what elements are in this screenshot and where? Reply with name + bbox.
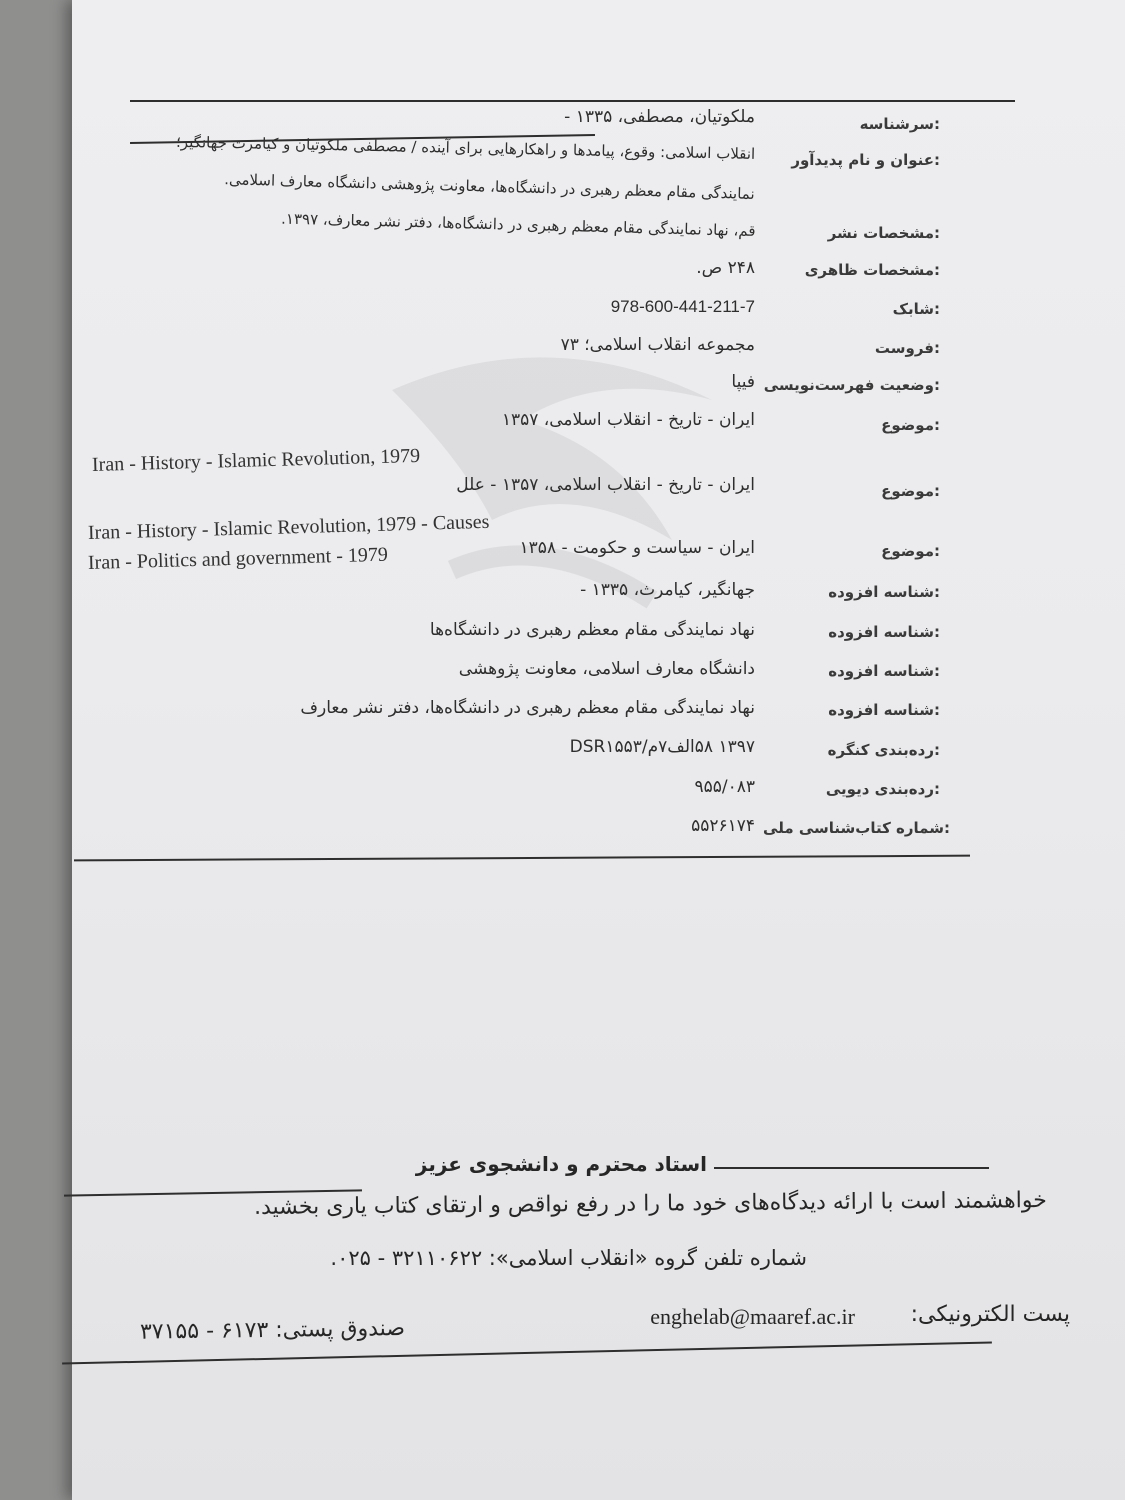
catalog-label: شناسه افزوده: <box>828 662 940 680</box>
subject-english: Iran - History - Islamic Revolution, 1979 <box>91 444 421 476</box>
catalog-value: نهاد نمایندگی مقام معظم رهبری در دانشگاه‌ها، دفتر نشر معارف <box>300 698 755 718</box>
catalog-value: ایران - تاریخ - انقلاب اسلامی، ۱۳۵۷ - علل <box>456 475 755 495</box>
notice-heading: استاد محترم و دانشجوی عزیز <box>415 1152 707 1176</box>
catalog-value: جهانگیر، کیامرث، ۱۳۳۵ - <box>580 580 755 600</box>
catalog-label: موضوع: <box>881 482 940 500</box>
catalog-row-lc-class <box>72 737 940 777</box>
catalog-row-added-entry <box>72 620 940 660</box>
notice-phone: شماره تلفن گروه «انقلاب اسلامی»: ۳۲۱۱۰۶۲۲ - ۰۲۵. <box>330 1246 807 1270</box>
isbn-value: 978-600-441-211-7 <box>610 297 755 316</box>
catalog-row-added-entry <box>72 659 940 699</box>
catalog-row-series <box>72 335 940 375</box>
catalog-row-publication <box>72 209 940 262</box>
notice-bottom-rule <box>62 1341 992 1364</box>
catalog-value: فیپا <box>731 372 755 392</box>
catalog-value: قم، نهاد نمایندگی مقام معظم رهبری در دانشگاه‌ها، دفتر نشر معارف، ۱۳۹۷. <box>280 209 756 240</box>
notice-line-1: خواهشمند است با ارائه دیدگاه‌های خود ما را در رفع نواقص و ارتقای کتاب یاری بخشید. <box>254 1188 1048 1220</box>
catalog-value: ۹۵۵/۰۸۳ <box>694 777 755 797</box>
catalog-label: شناسه افزوده: <box>828 583 940 601</box>
catalog-row-status <box>72 372 940 412</box>
catalog-label: فروست: <box>874 339 940 357</box>
catalog-row-national-number <box>72 816 950 856</box>
top-rule <box>130 100 1015 102</box>
catalog-row-title <box>72 132 940 225</box>
catalog-value: مجموعه انقلاب اسلامی؛ ۷۳ <box>560 335 755 355</box>
catalog-label: عنوان و نام پدیدآور: <box>791 151 940 169</box>
po-box: صندوق پستی: ۶۱۷۳ - ۳۷۱۵۵ <box>139 1316 406 1345</box>
catalog-label: مشخصات ظاهری: <box>804 261 940 279</box>
catalog-label: شابک: <box>892 300 940 318</box>
subject-english: Iran - Politics and government - 1979 <box>87 543 389 574</box>
catalog-label: شماره کتاب‌شناسی ملی: <box>763 819 950 837</box>
catalog-row-subject <box>72 410 940 480</box>
catalog-label: رده‌بندی کنگره: <box>827 741 940 759</box>
catalog-row-subject <box>72 538 940 578</box>
catalog-value: ایران - سیاست و حکومت - ۱۳۵۸ <box>519 538 755 558</box>
catalog-row-added-entry <box>72 698 940 738</box>
catalog-label: سرشناسه: <box>859 115 940 133</box>
catalog-row-subject <box>72 475 940 545</box>
catalog-value: ۲۴۸ ص. <box>696 258 755 278</box>
catalog-value: انقلاب اسلامی: وقوع، پیامدها و راهکارهایی برای آینده / مصطفی ملکوتیان و کیامرث جهانگیر؛ <box>175 132 756 163</box>
subject-english: Iran - History - Islamic Revolution, 1979 - Causes <box>87 510 490 544</box>
catalog-label: مشخصات نشر: <box>827 224 940 242</box>
catalog-value: ۱۳۹۷ ۵۸الف۷م/DSR۱۵۵۳ <box>569 737 755 757</box>
catalog-row-physical <box>72 258 940 298</box>
notice-heading-rule-right <box>714 1167 989 1169</box>
email-label: پست الکترونیکی: <box>910 1302 1070 1327</box>
catalog-row-isbn <box>72 297 940 337</box>
catalog-label: شناسه افزوده: <box>828 623 940 641</box>
catalog-row-dewey <box>72 777 940 817</box>
catalog-label: رده‌بندی دیویی: <box>825 780 940 798</box>
catalog-value: نهاد نمایندگی مقام معظم رهبری در دانشگاه‌ها <box>429 620 755 640</box>
catalog-value-continued: نمایندگی مقام معظم رهبری در دانشگاه‌ها، معاونت پژوهشی دانشگاه معارف اسلامی. <box>224 170 756 203</box>
catalog-value: ۵۵۲۶۱۷۴ <box>691 816 755 836</box>
catalog-value: ملکوتیان، مصطفی، ۱۳۳۵ - <box>564 107 755 127</box>
catalog-label: موضوع: <box>881 416 940 434</box>
catalog-row-added-entry <box>72 580 940 620</box>
book-page <box>72 0 1125 1500</box>
email-link[interactable]: enghelab@maaref.ac.ir <box>650 1304 855 1329</box>
catalog-value: دانشگاه معارف اسلامی، معاونت پژوهشی <box>458 659 755 679</box>
catalog-value: ایران - تاریخ - انقلاب اسلامی، ۱۳۵۷ <box>501 410 755 430</box>
catalog-label: وضعیت فهرست‌نویسی: <box>763 376 940 394</box>
catalog-label: شناسه افزوده: <box>828 701 940 719</box>
catalog-label: موضوع: <box>881 542 940 560</box>
